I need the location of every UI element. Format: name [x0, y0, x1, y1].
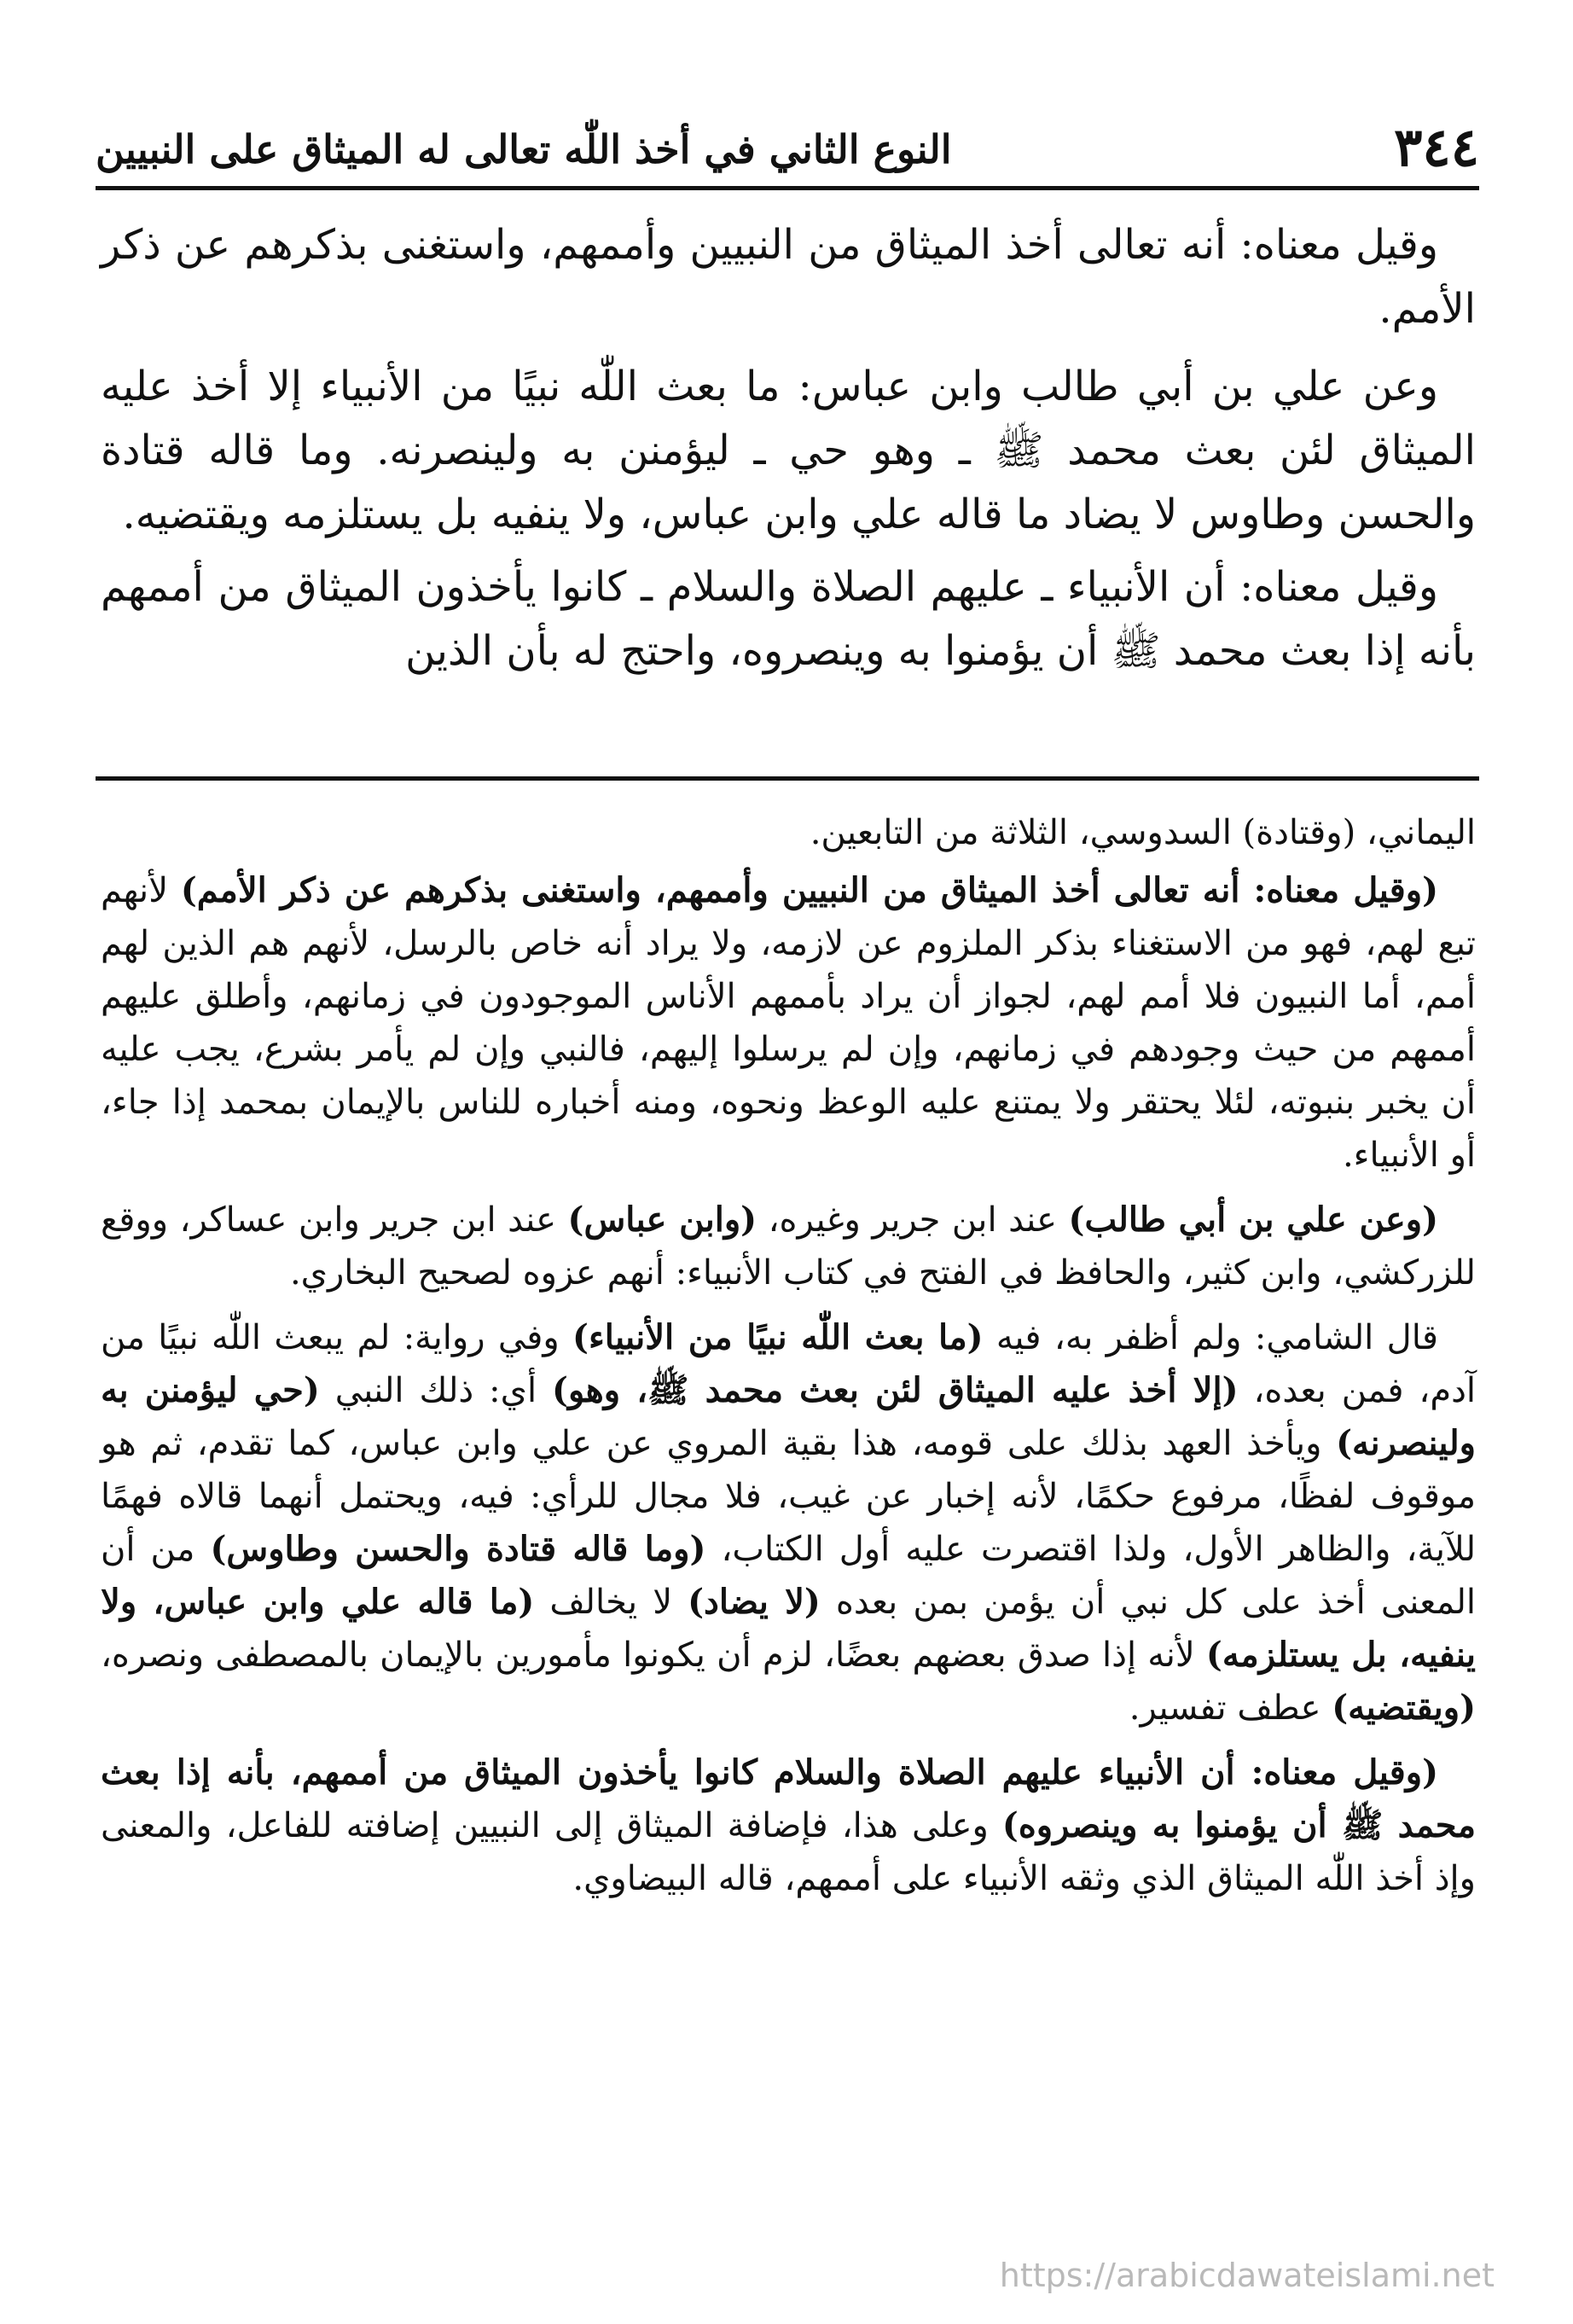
watermark-url: https://arabicdawateislami.net — [999, 2257, 1495, 2294]
commentary-text: لا يخالف — [534, 1583, 688, 1622]
quoted-matn: (لا يضاد) — [688, 1582, 821, 1622]
commentary-text: عند ابن جرير وغيره، — [757, 1200, 1069, 1240]
quoted-matn: (ما قاله علي وابن عباس، ولا ينفيه، بل يستلزمه) — [101, 1582, 1477, 1675]
main-paragraph: وقيل معناه: أن الأنبياء ـ عليهم الصلاة والسلام ـ كانوا يأخذون الميثاق من أممهم بأنه إذا بعث محمد ﷺ أن يؤمنوا به وينصروه، واحتج له بأن الذين — [101, 563, 1476, 675]
commentary-text: أي: ذلك النبي — [319, 1371, 553, 1410]
quoted-matn: (وما قاله قتادة والحسن وطاوس) — [210, 1529, 706, 1569]
commentary-text: ويأخذ العهد بذلك على قومه، هذا بقية المروي عن علي وابن عباس، كما تقدم، ثم هو موقوف لفظًا، مرفوع حكمًا، لأنه إخبار عن غيب، فلا مجال للرأي: فيه، ويحتمل أنهما قالاه فهمًا للآية، والظاهر الأول، ولذا اقتصرت عليه أول الكتاب، — [101, 1424, 1477, 1569]
commentary-text: لأنه إذا صدق بعضهم بعضًا، لزم أن يكونوا مأمورين بالإيمان بالمصطفى ونصره، — [101, 1636, 1206, 1675]
commentary-divider — [96, 776, 1479, 781]
quoted-matn: (حي ليؤمنن به ولينصرنه) — [101, 1370, 1476, 1463]
main-paragraph: وعن علي بن أبي طالب وابن عباس: ما بعث اللّٰه نبيًا من الأنبياء إلا أخذ عليه الميثاق لئن بعث محمد ﷺ ـ وهو حي ـ ليؤمنن به ولينصرنه. وما قاله قتادة والحسن وطاوس لا يضاد ما قاله علي وابن عباس، ولا ينفيه بل يستلزمه ويقتضيه. — [101, 363, 1476, 538]
commentary-paragraph — [101, 1194, 1476, 1299]
quoted-matn: (ويقتضيه) — [1332, 1688, 1476, 1728]
commentary-text: من أن المعنى أخذ على كل نبي أن يؤمن بمن بعده — [101, 1530, 1476, 1622]
commentary-text: عند ابن جرير وابن عساكر، ووقع للزركشي، وابن كثير، والحافظ في الفتح في كتاب الأنبياء: أنهم عزوه لصحيح البخاري. — [101, 1200, 1476, 1293]
commentary-text: وعلى هذا، فإضافة الميثاق إلى النبيين إضافته للفاعل، والمعنى وإذ أخذ اللّٰه الميثاق الذي وثقه الأنبياء على أممهم، قاله البيضاوي. — [101, 1806, 1476, 1898]
quoted-matn: (ما بعث اللّٰه نبيًا من الأنبياء) — [572, 1317, 984, 1357]
page-header — [96, 113, 1479, 189]
commentary-paragraph — [101, 864, 1476, 1182]
header-rule — [96, 186, 1479, 190]
commentary-text: قال الشامي: ولم أظفر به، فيه — [983, 1318, 1439, 1357]
page-number: ٣٤٤ — [1394, 116, 1479, 178]
commentary-text: وفي رواية: لم يبعث اللّٰه نبيًا من آدم، فمن بعده، — [101, 1318, 1477, 1410]
quoted-matn: (إلا أخذ عليه الميثاق لئن بعث محمد ﷺ، وهو) — [552, 1370, 1239, 1410]
commentary-paragraph: اليماني، (وقتادة) السدوسي، الثلاثة من التابعين. — [810, 813, 1476, 852]
quoted-matn: (وقيل معناه: أنه تعالى أخذ الميثاق من النبيين وأممهم، واستغنى بذكرهم عن ذكر الأمم) — [180, 870, 1438, 910]
main-text — [101, 213, 1476, 692]
quoted-matn: (وقيل معناه: أن الأنبياء عليهم الصلاة والسلام كانوا يأخذون الميثاق من أممهم، بأنه إذا بعث محمد ﷺ أن يؤمنوا به وينصروه) — [101, 1752, 1476, 1845]
commentary-paragraph — [101, 1746, 1476, 1905]
running-title: النوع الثاني في أخذ اللّٰه تعالى له الميثاق على النبيين — [96, 126, 952, 172]
commentary-paragraph — [101, 1311, 1476, 1734]
commentary-text: لأنهم تبع لهم، فهو من الاستغناء بذكر الملزوم عن لازمه، ولا يراد أنه خاص بالرسل، لأنهم هم الذين لهم أمم، أما النبيون فلا أمم لهم، لجواز أن يراد بأممهم الأناس الموجودون في زمانهم، وأطلق عليهم أممهم من حيث وجودهم في زمانهم، وإن لم يرسلوا إليهم، فالنبي وإن لم يأمر بشرع، يجب عليه أن يخبر بنبوته، لئلا يحتقر ولا يمتنع عليه الوعظ ونحوه، ومنه أخباره للناس بالإيمان بمحمد إذا جاء، أو الأنبياء. — [101, 871, 1476, 1175]
commentary — [101, 806, 1476, 1917]
main-paragraph: وقيل معناه: أنه تعالى أخذ الميثاق من النبيين وأممهم، واستغنى بذكرهم عن ذكر الأمم. — [101, 221, 1476, 333]
commentary-text: عطف تفسير. — [1129, 1688, 1332, 1728]
quoted-matn: (وعن علي بن أبي طالب) — [1068, 1200, 1438, 1240]
quoted-matn: (وابن عباس) — [567, 1200, 757, 1240]
